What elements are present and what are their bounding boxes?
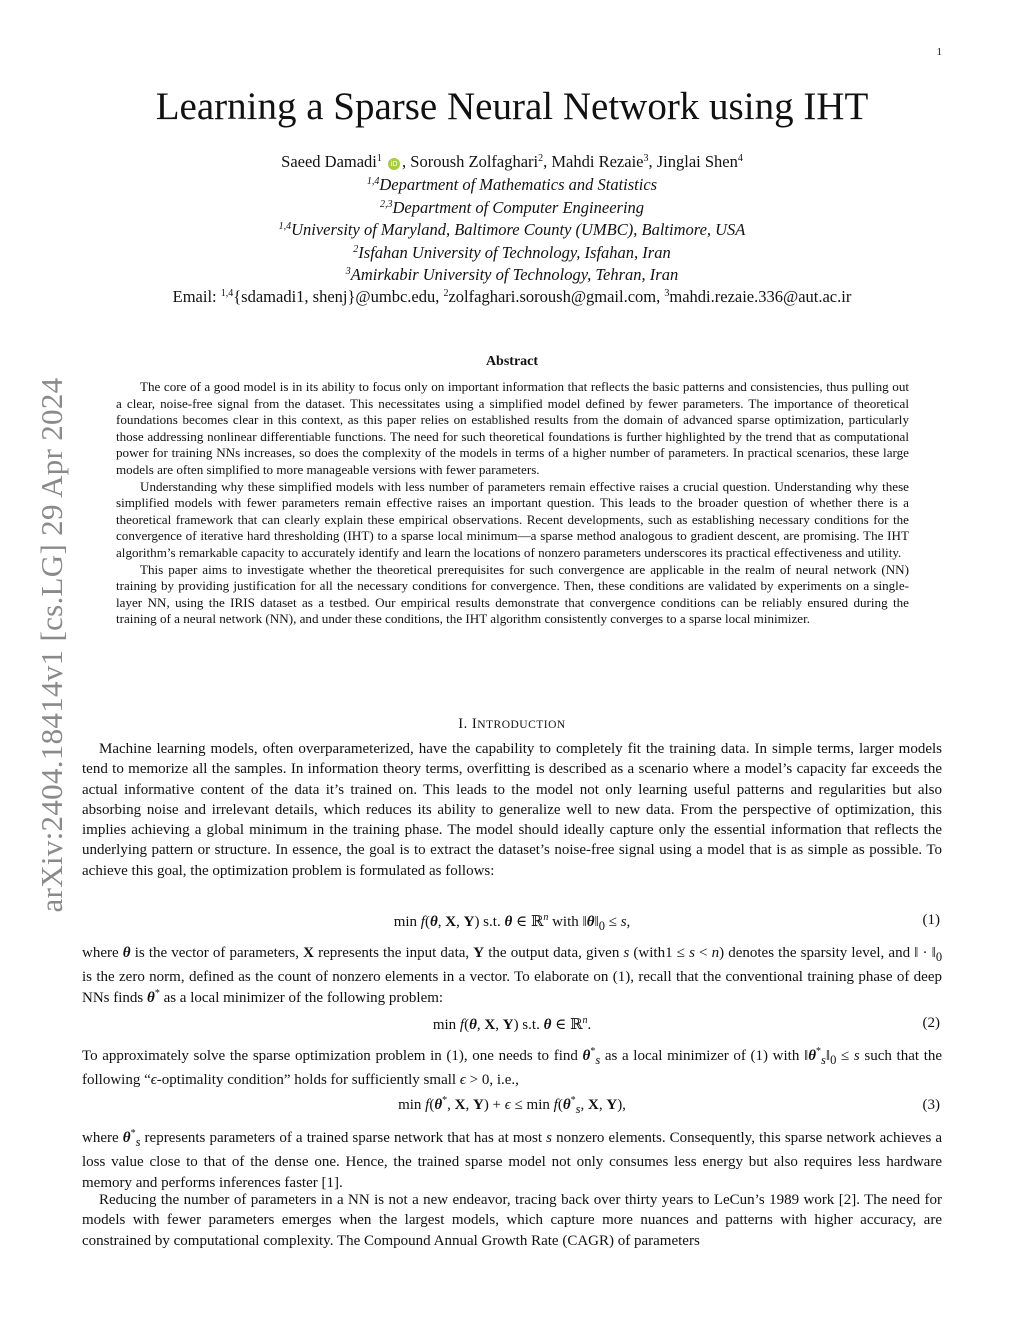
affiliation: $^2$Isfahan University of Technology, Isfahan, Iran [353,243,671,262]
body-paragraph-1: Machine learning models, often overparameterized, have the capability to completely fit the training data. In simple terms, larger models tend to memorize all the samples. In information theory terms, overfitting is described as a scenario where a model’s capacity far exceeds the actual informative content of the data it’s trained on. This leads to the model not only learning useful patterns and regularities but also absorbing noise and irrelevant details, which reduces its ability to generalize well to new data. From the perspective of optimization, this implies achieving a global minimum in the training phase. The model should ideally capture only the essential information that reflects the underlying pattern or structure. In essence, the goal is to extract the dataset’s noise-free signal using a model that is as simple as possible. To achieve this goal, the optimization problem is formulated as follows: [82,741,942,879]
body-paragraph-3: To approximately solve the sparse optimization problem in (1), one needs to find $\theta^*_s$ as a local minimizer of (1) with $‖\theta^*_s‖_0 \le s$ such that the following “ϵ-optimality condition” holds for sufficiently small ϵ > 0, i.e., [82,1046,943,1089]
equation-1: min f(θ, X, Y) s.t. θ ∈ ℝ$^n$ with $‖\theta‖_0 \le s$, (1) [393,912,940,933]
author-list: Saeed Damadi$^1$ iD , Soroush Zolfaghari$^2$, Mahdi Rezaie$^3$, Jinglai Shen$^4$ [281,152,743,171]
equation-number: (2) [922,1015,940,1031]
affiliation: $^3$Amirkabir University of Technology, Tehran, Iran [345,265,679,284]
equation-number: (3) [922,1097,940,1113]
email-address[interactable]: zolfaghari.soroush@gmail.com, [448,287,661,306]
author-name: Soroush Zolfaghari [410,152,539,171]
affiliation: $^{2,3}$Department of Computer Engineering [379,198,645,217]
equation-number: (1) [922,912,940,928]
email-address[interactable]: {sdamadi1, shenj}@umbc.edu, [233,287,440,306]
equation-2: min f(θ, X, Y) s.t. θ ∈ ℝ$^n$. (2) [432,1015,940,1033]
author-name: Mahdi Rezaie [551,152,644,171]
abstract-paragraph: The core of a good model is in its ability to focus only on important information that reflects the basic patterns and consistencies, thus pulling out a clear, noise-free signal from the dataset. This necessitates using a simplified model defined by fewer parameters. The importance of theoretical foundations becomes clear in this context, as this paper relies on established results from the domain of advanced sparse optimization, particularly those addressing nonlinear differentiable functions. The need for such theoretical foundations is further highlighted by the trend that as computational power for training NNs increases, so does the complexity of the models in terms of a higher number of parameters. In practical scenarios, these large models are often simplified to more manageable versions with fewer parameters. [116,379,909,477]
affiliation: $^{1,4}$Department of Mathematics and Statistics [366,175,658,194]
section-heading: I. INTRODUCTION [458,716,566,732]
page-number: 1 [936,46,942,58]
body-paragraph-4: where $\theta^*_s$ represents parameters of a trained sparse network that has at most s nonzero elements. Consequently, this sparse network achieves a loss value close to that of the dense one. Hence, the trained sparse model not only consumes less energy but also requires less hardware memory and performs inferences faster [1]. [82,1128,943,1191]
abstract-body [116,379,909,628]
author-name: Saeed Damadi [281,152,377,171]
abstract-paragraph: Understanding why these simplified models with less number of parameters remain effective raises a crucial question. Understanding why these simplified models with fewer parameters remain effective raises an important question. This leads to the broader question of whether there is a theoretical framework that can clearly explain these empirical observations. Recent developments, such as establishing necessary conditions for the convergence of iterative hard thresholding (IHT) to a sparse local minimum—a sparse method analogous to gradient descent, are promising. The IHT algorithm’s remarkable capacity to accurately identify and learn the locations of nonzero parameters underscores its practical effectiveness and utility. [116,478,909,560]
email-address[interactable]: mahdi.rezaie.336@aut.ac.ir [669,287,852,306]
body-paragraph-2: where θ is the vector of parameters, X represents the input data, Y the output data, given s (with1 ≤ s < n) denotes the sparsity level, and ‖ · $‖_0$ is the zero norm, defined as the count of nonzero elements in a vector. To elaborate on (1), recall that the conventional training phase of deep NNs finds θ* as a local minimizer of the following problem: [82,945,943,1006]
arxiv-stamp-text: arXiv:2404.18414v1 [cs.LG] 29 Apr 2024 [34,377,69,913]
abstract-heading: Abstract [485,354,539,369]
equation-3: min f(θ*, X, $Y) + \epsilon \le \min f(\theta^*_s$, X, Y), (3) [398,1095,940,1116]
author-name: Jinglai Shen [656,152,738,171]
affiliation: $^{1,4}$University of Maryland, Baltimore County (UMBC), Baltimore, USA [278,220,746,239]
body-paragraph-5: Reducing the number of parameters in a NN is not a new endeavor, tracing back over thirty years to LeCun’s 1989 work [2]. The need for models with fewer parameters emerges when the largest models, which capture more nuances and patterns with higher accuracy, are constrained by computational complexity. The Compound Annual Growth Rate (CAGR) of parameters [82,1192,942,1249]
email-line: Email: $^{1,4}${sdamadi1, shenj}@umbc.edu, $^2$zolfaghari.soroush@gmail.com, $^3$mahdi.rezaie.336@aut.ac.ir [172,287,852,306]
paper-title: Learning a Sparse Neural Network using IHT [155,85,869,128]
abstract-paragraph: This paper aims to investigate whether the theoretical prerequisites for such convergence are applicable in the realm of neural network (NN) training by providing justification for all the necessary conditions for convergence. Then, these conditions are validated by experiments on a single-layer NN, using the IRIS dataset as a testbed. Our empirical results demonstrate that convergence conditions can be reliably ensured during the training of a neural network (NN), and under these conditions, the IHT algorithm consistently converges to a sparse local minimizer. [116,561,909,627]
orcid-icon[interactable]: iD [388,158,400,170]
